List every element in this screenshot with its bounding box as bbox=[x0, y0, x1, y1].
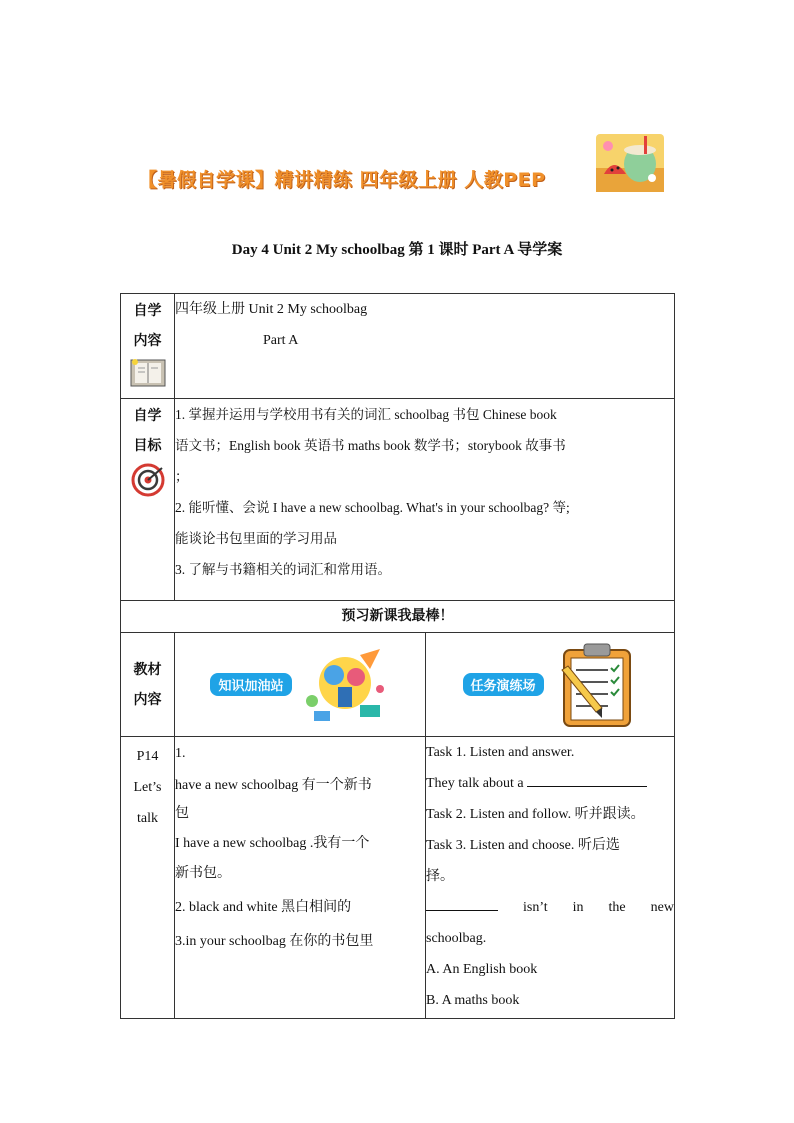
goal-line: 3. 了解与书籍相关的词汇和常用语。 bbox=[175, 562, 391, 577]
label-text: 自学 bbox=[133, 303, 162, 319]
goal-line: ； bbox=[175, 469, 189, 484]
page-ref: P14 bbox=[136, 749, 159, 764]
task-practice-cell bbox=[426, 633, 675, 737]
knowledge-station-pill: 知识加油站 bbox=[210, 673, 291, 696]
goal-line: 能谈论书包里面的学习用品 bbox=[175, 531, 337, 546]
summer-drink-logo-icon bbox=[596, 134, 664, 192]
clipboard-checklist-icon bbox=[556, 640, 638, 730]
vocabulary-cell bbox=[175, 737, 426, 1019]
content-cell bbox=[175, 294, 675, 399]
answer-blank[interactable] bbox=[527, 786, 647, 787]
row-preview-banner bbox=[121, 601, 675, 633]
knowledge-station-cell bbox=[175, 633, 426, 737]
vocab-line: 3.in your schoolbag 在你的书包里 bbox=[175, 934, 374, 949]
task-line: schoolbag. bbox=[426, 931, 487, 946]
label-cell bbox=[121, 294, 175, 399]
row-material-content bbox=[121, 633, 675, 737]
section-label: talk bbox=[137, 811, 158, 826]
option-b: B. A maths book bbox=[426, 993, 520, 1008]
label-text: 教材 bbox=[133, 662, 162, 678]
task-line: Task 3. Listen and choose. 听后选 bbox=[426, 838, 620, 853]
task-text: They talk about a bbox=[426, 776, 524, 791]
task-line: 择。 bbox=[426, 869, 454, 884]
task-word: new bbox=[650, 900, 674, 915]
task-practice-pill: 任务演练场 bbox=[463, 673, 544, 696]
answer-blank[interactable] bbox=[426, 910, 498, 911]
task-word: isn’t bbox=[523, 900, 548, 915]
page-title: Day 4 Unit 2 My schoolbag 第 1 课时 Part A 导学案 bbox=[231, 242, 563, 258]
notebook-icon bbox=[129, 358, 167, 388]
goal-line: 1. 掌握并运用与学校用书有关的词汇 schoolbag 书包 Chinese book bbox=[175, 407, 557, 422]
study-guide-table bbox=[120, 293, 675, 1019]
vocab-line: I have a new schoolbag .我有一个 bbox=[175, 836, 370, 851]
row-self-study-goals bbox=[121, 399, 675, 601]
label-text: 内容 bbox=[133, 333, 162, 349]
label-cell bbox=[121, 633, 175, 737]
label-text: 内容 bbox=[133, 692, 162, 708]
label-text: 自学 bbox=[133, 408, 162, 424]
label-cell bbox=[121, 737, 175, 1019]
target-icon bbox=[131, 463, 165, 497]
task-line bbox=[426, 768, 674, 799]
task-line: Task 1. Listen and answer. bbox=[426, 745, 575, 760]
tasks-cell bbox=[426, 737, 675, 1019]
task-line: Task 2. Listen and follow. 听并跟读。 bbox=[426, 807, 645, 822]
task-line bbox=[426, 892, 674, 923]
vocab-line: 1. bbox=[175, 746, 186, 761]
learning-illustration-icon bbox=[300, 645, 390, 725]
goal-line: 2. 能听懂、会说 I have a new schoolbag. What's in your schoolbag? 等; bbox=[175, 500, 570, 515]
label-text: 目标 bbox=[133, 438, 162, 454]
row-self-study-content bbox=[121, 294, 675, 399]
label-cell bbox=[121, 399, 175, 601]
preview-banner-cell: 预习新课我最棒！ bbox=[121, 601, 675, 633]
row-lets-talk bbox=[121, 737, 675, 1019]
goal-line: 语文书；English book 英语书 maths book 数学书；storybook 故事书 bbox=[175, 438, 566, 453]
vocab-line: have a new schoolbag 有一个新书 bbox=[175, 778, 372, 793]
content-line: Part A bbox=[263, 333, 299, 348]
task-word: the bbox=[608, 900, 626, 915]
option-a: A. An English book bbox=[426, 962, 538, 977]
vocab-line: 包 bbox=[175, 806, 189, 821]
header-banner: 【暑假自学课】精讲精练 四年级上册 人教PEP bbox=[138, 169, 546, 191]
task-word: in bbox=[572, 900, 584, 915]
content-line: 四年级上册 Unit 2 My schoolbag bbox=[175, 302, 368, 317]
goals-cell bbox=[175, 399, 675, 601]
vocab-line: 新书包。 bbox=[175, 866, 231, 881]
section-label: Let’s bbox=[133, 780, 162, 795]
vocab-line: 2. black and white 黑白相间的 bbox=[175, 900, 352, 915]
